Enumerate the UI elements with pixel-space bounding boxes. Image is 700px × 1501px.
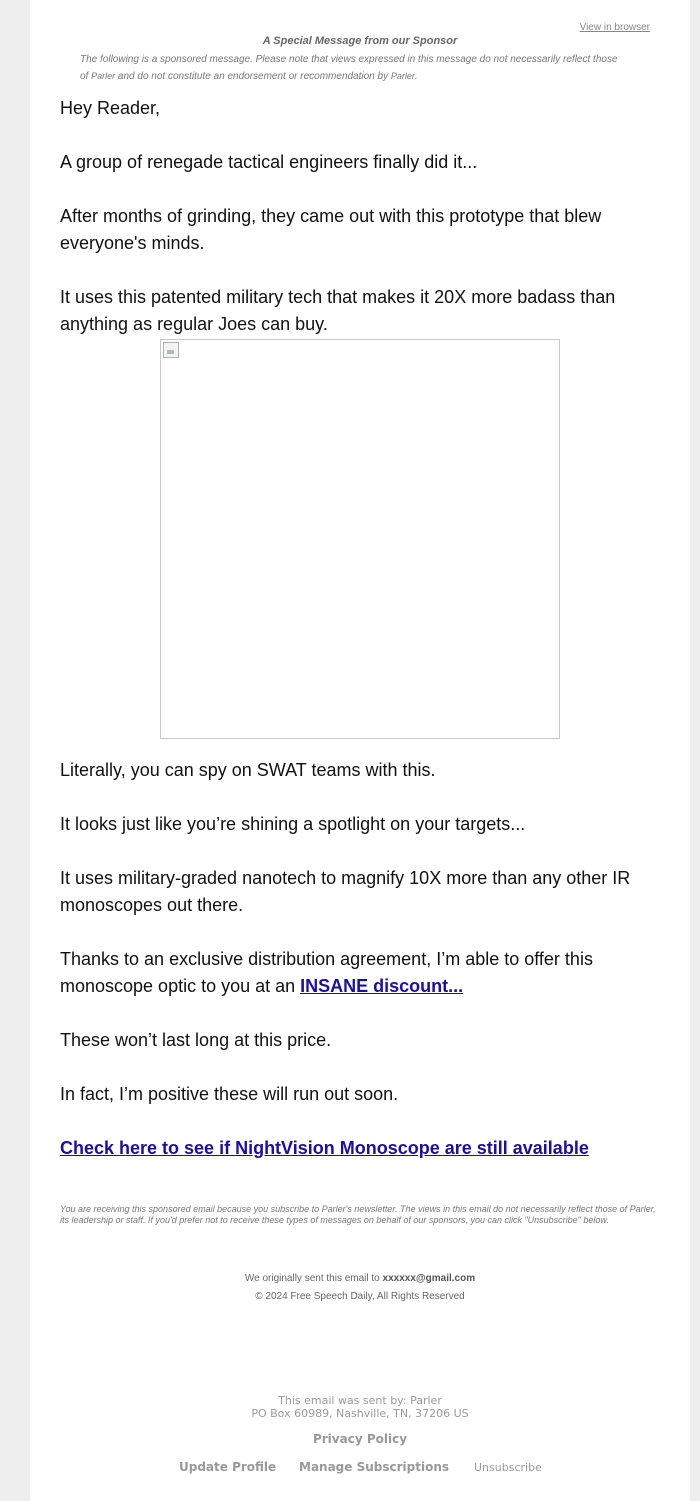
paragraph: After months of grinding, they came out with this prototype that blew everyone's minds. [60, 206, 602, 253]
paragraph: In fact, I’m positive these will run out soon. [60, 1084, 399, 1104]
sent-by: This email was sent by: Parler [278, 1394, 442, 1407]
privacy-policy-link[interactable]: Privacy Policy [312, 1432, 408, 1446]
sent-to-line [30, 1273, 690, 1284]
disclaimer-text: and do not constitute an endorsement or recommendation by [115, 71, 391, 82]
sponsor-disclaimer [80, 52, 625, 85]
disclaimer-brand: Parler [390, 71, 415, 81]
unsubscribe-link[interactable]: Unsubscribe [474, 1461, 542, 1474]
email-card [30, 0, 690, 1501]
disclaimer-text: The following is a sponsored message. Please note that views expressed in this message do not necessarily reflect those of [80, 54, 618, 82]
view-in-browser-link[interactable]: View in browser [579, 22, 650, 33]
manage-subscriptions-link[interactable]: Manage Subscriptions [299, 1460, 450, 1474]
cta-paragraph [60, 1135, 650, 1162]
broken-image-icon [163, 342, 179, 358]
paragraph: It uses military-graded nanotech to magnify 10X more than any other IR monoscopes out there. [60, 868, 631, 915]
sent-prefix: We originally sent this email to [244, 1273, 383, 1284]
sponsor-title: A Special Message from our Sponsor [262, 35, 458, 47]
sponsored-email-notice: You are receiving this sponsored email because you subscribe to Parler's newsletter. The views in this email do not necessarily reflect those of Parler, its leadership or staff. If you'd prefer not to receive these types of messages on behalf of our sponsors, you can click "Unsubscribe" below. [60, 1204, 656, 1225]
greeting: Hey Reader, [60, 98, 161, 118]
update-profile-link[interactable]: Update Profile [179, 1460, 277, 1474]
paragraph: It uses this patented military tech that makes it 20X more badass than anything as regular Joes can buy. [60, 287, 616, 334]
recipient-email: xxxxxx@gmail.com [382, 1273, 476, 1284]
paragraph: These won’t last long at this price. [60, 1030, 332, 1050]
product-image-placeholder[interactable] [160, 339, 560, 739]
paragraph: It looks just like you’re shining a spotlight on your targets... [60, 814, 526, 834]
copyright: © 2024 Free Speech Daily, All Rights Reserved [255, 1291, 465, 1302]
disclaimer-text: . [414, 71, 418, 82]
paragraph-offer [60, 946, 650, 1000]
mailing-address: PO Box 60989, Nashville, TN, 37206 US [251, 1407, 469, 1420]
availability-cta-link[interactable]: Check here to see if NightVision Monoscope are still available [60, 1138, 589, 1158]
sender-info [30, 1394, 690, 1420]
offer-text: Thanks to an exclusive distribution agreement, I’m able to offer this monoscope optic to you at an [60, 949, 593, 996]
paragraph: Literally, you can spy on SWAT teams with this. [60, 760, 436, 780]
paragraph: A group of renegade tactical engineers finally did it... [60, 152, 478, 172]
disclaimer-brand: Parler [91, 71, 116, 81]
insane-discount-link[interactable]: INSANE discount... [300, 976, 464, 996]
